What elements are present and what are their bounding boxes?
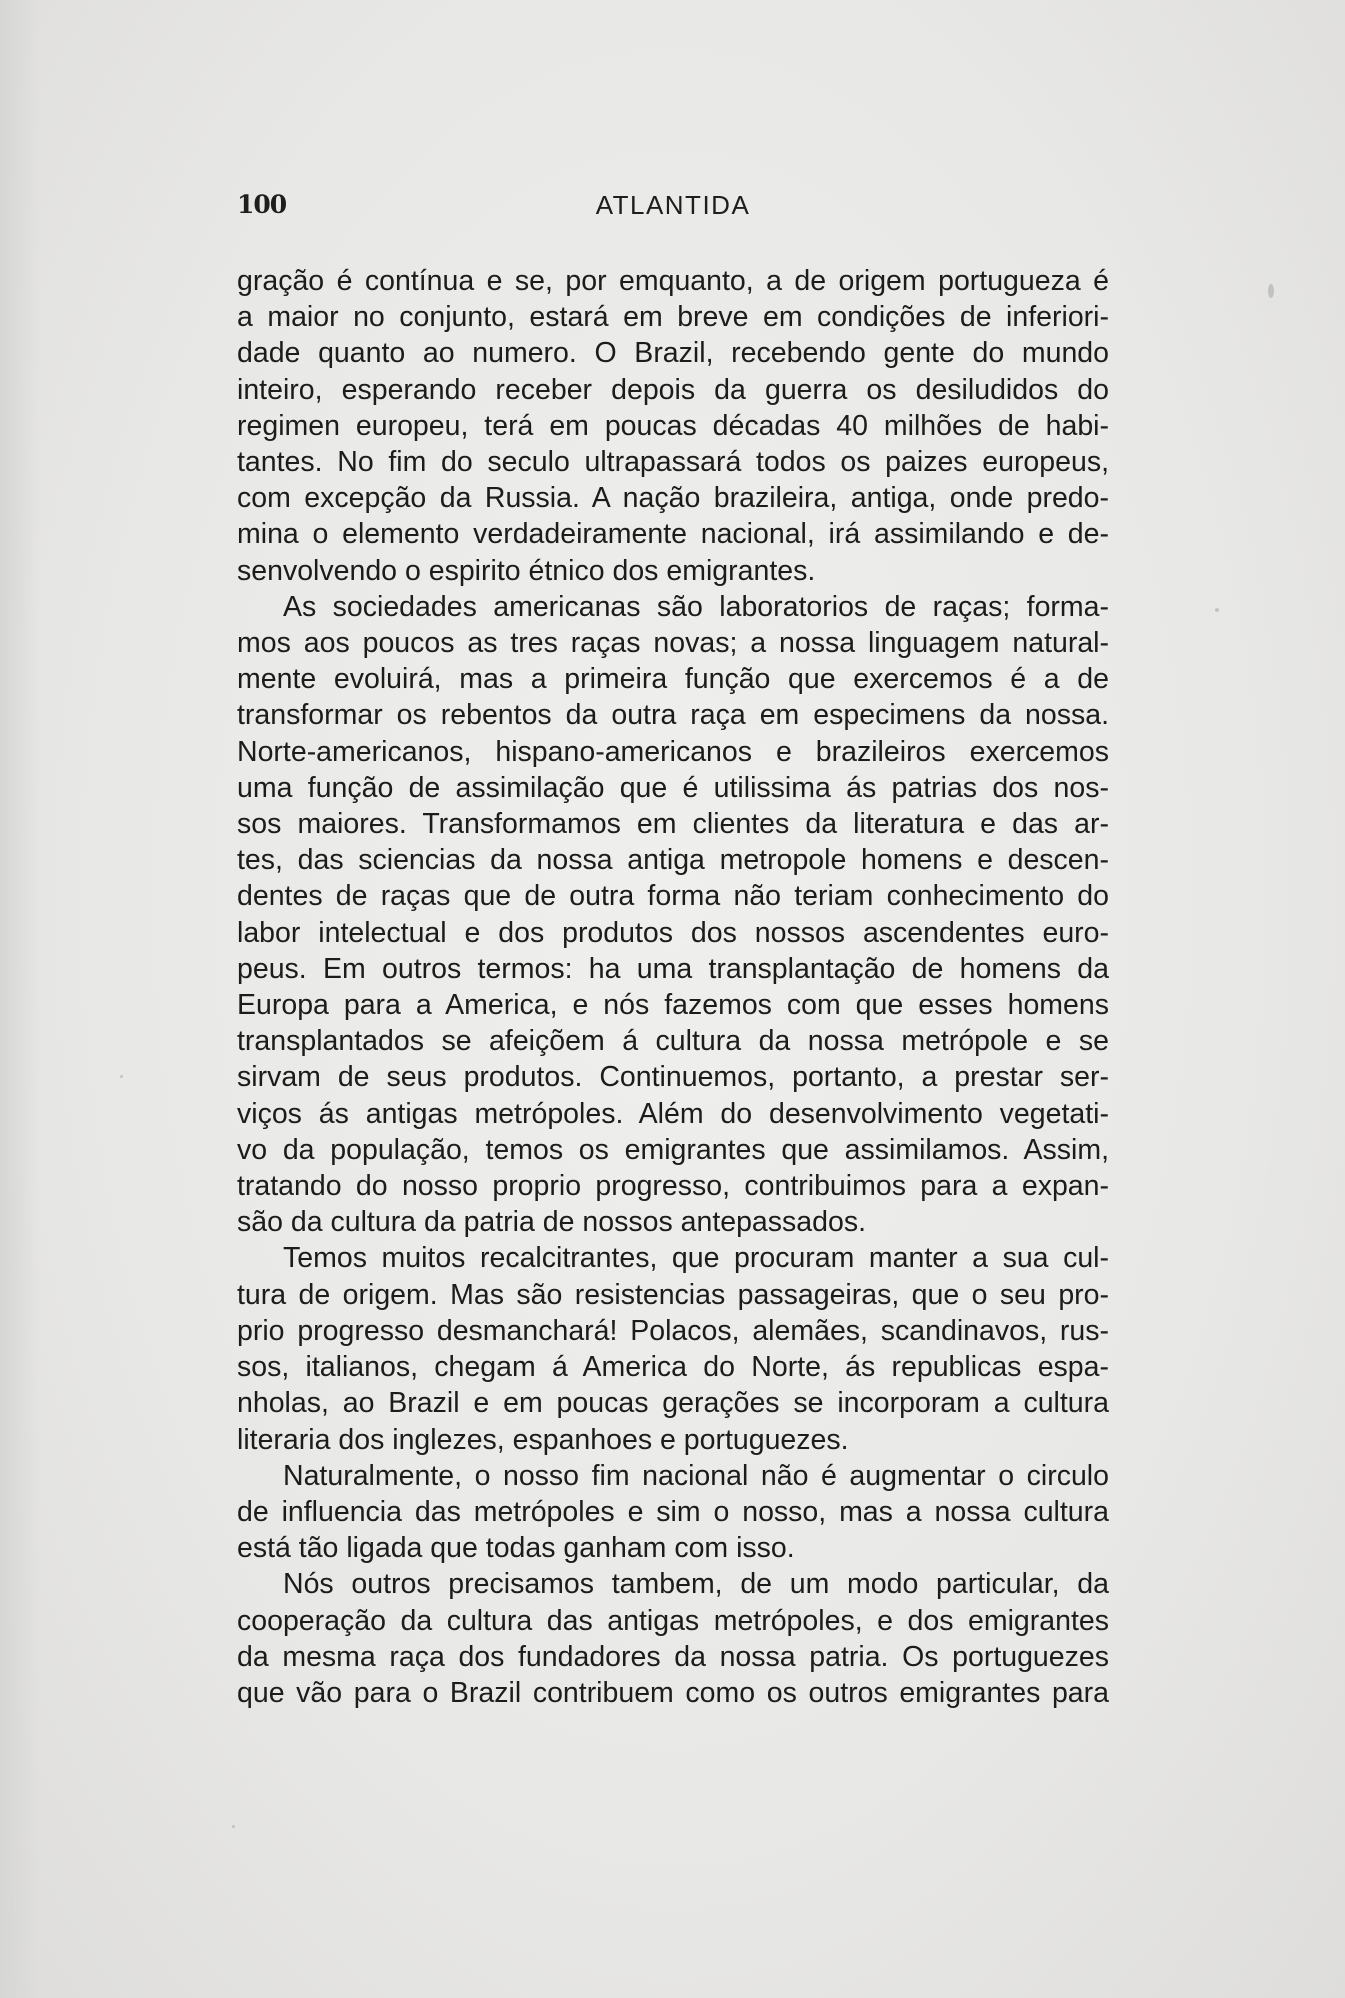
paper-speck [1215, 608, 1219, 612]
text-line: inteiro, esperando receber depois da guerra os desiludidos do [237, 373, 1109, 406]
text-line: de influencia das metrópoles e sim o nosso, mas a nossa cultura [237, 1495, 1109, 1528]
body-text [237, 263, 1109, 1711]
text-line: As sociedades americanas são laboratorios de raças; forma- [283, 590, 1109, 623]
text-line: gração é contínua e se, por emquanto, a de origem portugueza é [237, 265, 1109, 297]
page-number: 100 [237, 190, 287, 219]
paragraph [237, 1458, 1109, 1567]
paragraph [237, 589, 1109, 1241]
text-line: labor intelectual e dos produtos dos nossos ascendentes euro- [237, 916, 1109, 949]
text-line: transformar os rebentos da outra raça em especimens da nossa. [237, 699, 1109, 732]
paragraph [237, 1240, 1109, 1457]
text-line: nholas, ao Brazil e em poucas gerações se incorporam a cultura [237, 1387, 1109, 1420]
text-line: tantes. No fim do seculo ultrapassará todos os paizes europeus, [237, 446, 1109, 479]
text-line: sos maiores. Transformamos em clientes da literatura e das ar- [237, 808, 1109, 841]
text-line: sirvam de seus produtos. Continuemos, portanto, a prestar ser- [237, 1061, 1109, 1094]
text-line: regimen europeu, terá em poucas décadas 40 milhões de habi- [237, 409, 1109, 442]
paper-speck [120, 1075, 123, 1078]
paragraph [237, 1566, 1109, 1711]
text-line: vo da população, temos os emigrantes que assimilamos. Assim, [237, 1133, 1109, 1166]
running-title: ATLANTIDA [595, 190, 751, 220]
text-line: Nós outros precisamos tambem, de um modo particular, da [283, 1568, 1109, 1601]
text-line: dentes de raças que de outra forma não teriam conhecimento do [237, 880, 1109, 913]
text-line: tura de origem. Mas são resistencias passageiras, que o seu pro- [237, 1278, 1109, 1311]
text-line: mente evoluirá, mas a primeira função que exercemos é a de [237, 663, 1109, 696]
text-line: que vão para o Brazil contribuem como os outros emigrantes para [237, 1676, 1109, 1709]
text-line: a maior no conjunto, estará em breve em condições de inferiori- [237, 301, 1109, 334]
text-line: senvolvendo o espirito étnico dos emigrantes. [237, 554, 816, 587]
text-line: são da cultura da patria de nossos antepassados. [237, 1206, 867, 1239]
text-line: prio progresso desmanchará! Polacos, alemães, scandinavos, rus- [237, 1314, 1109, 1347]
text-line: está tão ligada que todas ganham com isso. [237, 1532, 795, 1565]
text-line: peus. Em outros termos: ha uma transplantação de homens da [237, 952, 1109, 985]
text-line: tes, das sciencias da nossa antiga metropole homens e descen- [237, 844, 1109, 877]
text-line: Temos muitos recalcitrantes, que procuram manter a sua cul- [283, 1242, 1109, 1275]
running-header [237, 190, 1109, 230]
text-line: Europa para a America, e nós fazemos com que esses homens [237, 989, 1109, 1022]
text-line: Naturalmente, o nosso fim nacional não é augmentar o circulo [283, 1459, 1109, 1492]
text-line: viços ás antigas metrópoles. Além do desenvolvimento vegetati- [237, 1097, 1109, 1130]
text-line: uma função de assimilação que é utilissima ás patrias dos nos- [237, 771, 1109, 804]
text-line: da mesma raça dos fundadores da nossa patria. Os portuguezes [237, 1640, 1109, 1673]
text-line: sos, italianos, chegam á America do Norte, ás republicas espa- [237, 1351, 1109, 1384]
paper-speck [232, 1825, 235, 1828]
text-line: mina o elemento verdadeiramente nacional, irá assimilando e de- [237, 518, 1109, 551]
text-line: com excepção da Russia. A nação brazileira, antiga, onde predo- [237, 482, 1109, 515]
text-line: literaria dos inglezes, espanhoes e portuguezes. [237, 1423, 849, 1456]
paragraph [237, 263, 1109, 589]
text-line: transplantados se afeiçõem á cultura da nossa metrópole e se [237, 1025, 1109, 1058]
paper-speck [1268, 284, 1274, 298]
text-line: mos aos poucos as tres raças novas; a nossa linguagem natural- [237, 627, 1109, 660]
text-line: dade quanto ao numero. O Brazil, recebendo gente do mundo [237, 337, 1109, 370]
text-line: cooperação da cultura das antigas metrópoles, e dos emigrantes [237, 1604, 1109, 1637]
text-line: tratando do nosso proprio progresso, contribuimos para a expan- [237, 1170, 1109, 1203]
page-edge-shadow [0, 0, 40, 1998]
text-line: Norte-americanos, hispano-americanos e brazileiros exercemos [237, 735, 1109, 768]
